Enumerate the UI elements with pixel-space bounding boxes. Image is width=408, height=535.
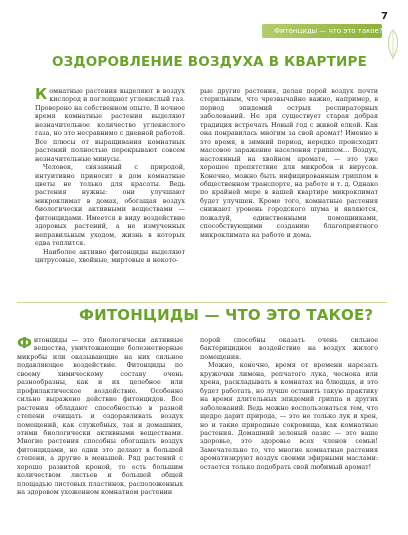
section-title-phytoncides: ФИТОНЦИДЫ — ЧТО ЭТО ТАКОЕ? xyxy=(79,306,374,324)
section-title-air: ОЗДОРОВЛЕНИЕ ВОЗДУХА В КВАРТИРЕ xyxy=(52,54,368,70)
page-number: 7 xyxy=(381,11,388,22)
drop-cap: Ф xyxy=(17,334,32,352)
paragraph: Фитонциды — это биологически активные вещества, уничтожающие болезнетворные микробы или оказывающие на них сильное подавляющее воздействие. Фитонциды по своему химическому составу очень разнообразны, как и их целебное или профилактическое воздействие. Особенно сильно выражено действие фитонцидов. Все растения обладают способностью в разной степени очищать и оздоравливать воздух помещений, как служебных, так и домашних, этими биологически активными веществами. Многие растения способны обогащать воздух фитонцидами, но одни это делают в большей степени, а другие в меньшей. Ряд растений с хорошо развитой кроной, то есть большим количеством листьев и большей общей площадью листовых пластинок, расположенных на здоровом ухоженном комнатном растении xyxy=(17,334,183,497)
paragraph: Можно, конечно, время от времени нарезать кружочки лимона, репчатого лука, чеснока или хрена, раскладывать в комнатах на блюдцах, и это будет работать, но лучше оставить такую практику на время длительных эпидемий гриппа и других заболеваний. Ведь можно воспользоваться тем, что щедро дарит природа, — это не только лук и хрен, но и такие природные сокровища, как комнатные растения. Домашний зеленый оазис — это ваше здоровье, это здоровье всех членов семьи! Замечательно то, что многие комнатные растения ароматизируют воздух своими эфирными маслами: остается только подобрать свой любимый аромат! xyxy=(200,361,378,471)
paragraph: Наиболее активно фитонциды выделяют цитрусовые, хвойные, миртовые и некото- xyxy=(35,247,185,265)
paragraph: порой способны оказать очень сильное бактерицидное воздействие на воздух жилого помещения. xyxy=(200,336,378,361)
section1-column-left xyxy=(35,87,185,265)
section-divider xyxy=(17,302,387,303)
paragraph: Человек, связанный с природой, интуитивно приносит в дом комнатные цветы не только для красоты. Ведь растения нужны: они улучшают микроклимат в домах, обогащая воздух биологически активными веществами — фитонцидами. Имеется в виду воздействие здоровых растений, а не измученных неправильным уходом, жизнь в которых едва теплится. xyxy=(35,163,185,248)
running-header-title: Фитонциды — что это такое? xyxy=(274,27,383,35)
section2-column-left xyxy=(17,336,183,497)
section2-column-right xyxy=(200,336,378,471)
paragraph: рые другие растения, делая порой воздух почти стерильным, что чрезвычайно важно, например, в период эпидемий острых респираторных заболеваний. Не зря существует старая добрая традиция встречать Новый год с живой елкой. Как она понравилась многим за свой аромат! Именно в это время, в зимний период, нередко происходит массовое заражение населения гриппом… Воздух, настоянный на хвойном аромате, — это уже хорошее препятствие для микробов и вирусов. Конечно, можно быть инфицированным гриппом в общественном транспорте, на работе и т. д. Однако по крайней мере в вашей квартире микроклимат будет улучшен. Кроме того, комнатные растения снижают уровень городского шума и являются, пожалуй, единственными помощниками, способствующими созданию благоприятного микроклимата на работе и дома. xyxy=(200,87,378,239)
section1-column-right xyxy=(200,87,378,239)
paragraph: Комнатные растения выделяют в воздух кислород и поглощают углекислый газ. Проверено на собственном опыте. В ночное время комнатные растения выделяют незначительное количество углекислого газа, но это несравнимо с дневной работой. Все плюсы от выращивания комнатных растений полностью перекрывают совсем незначительные минусы. xyxy=(35,85,185,163)
leaf-icon xyxy=(384,28,402,62)
drop-cap: К xyxy=(35,85,48,103)
